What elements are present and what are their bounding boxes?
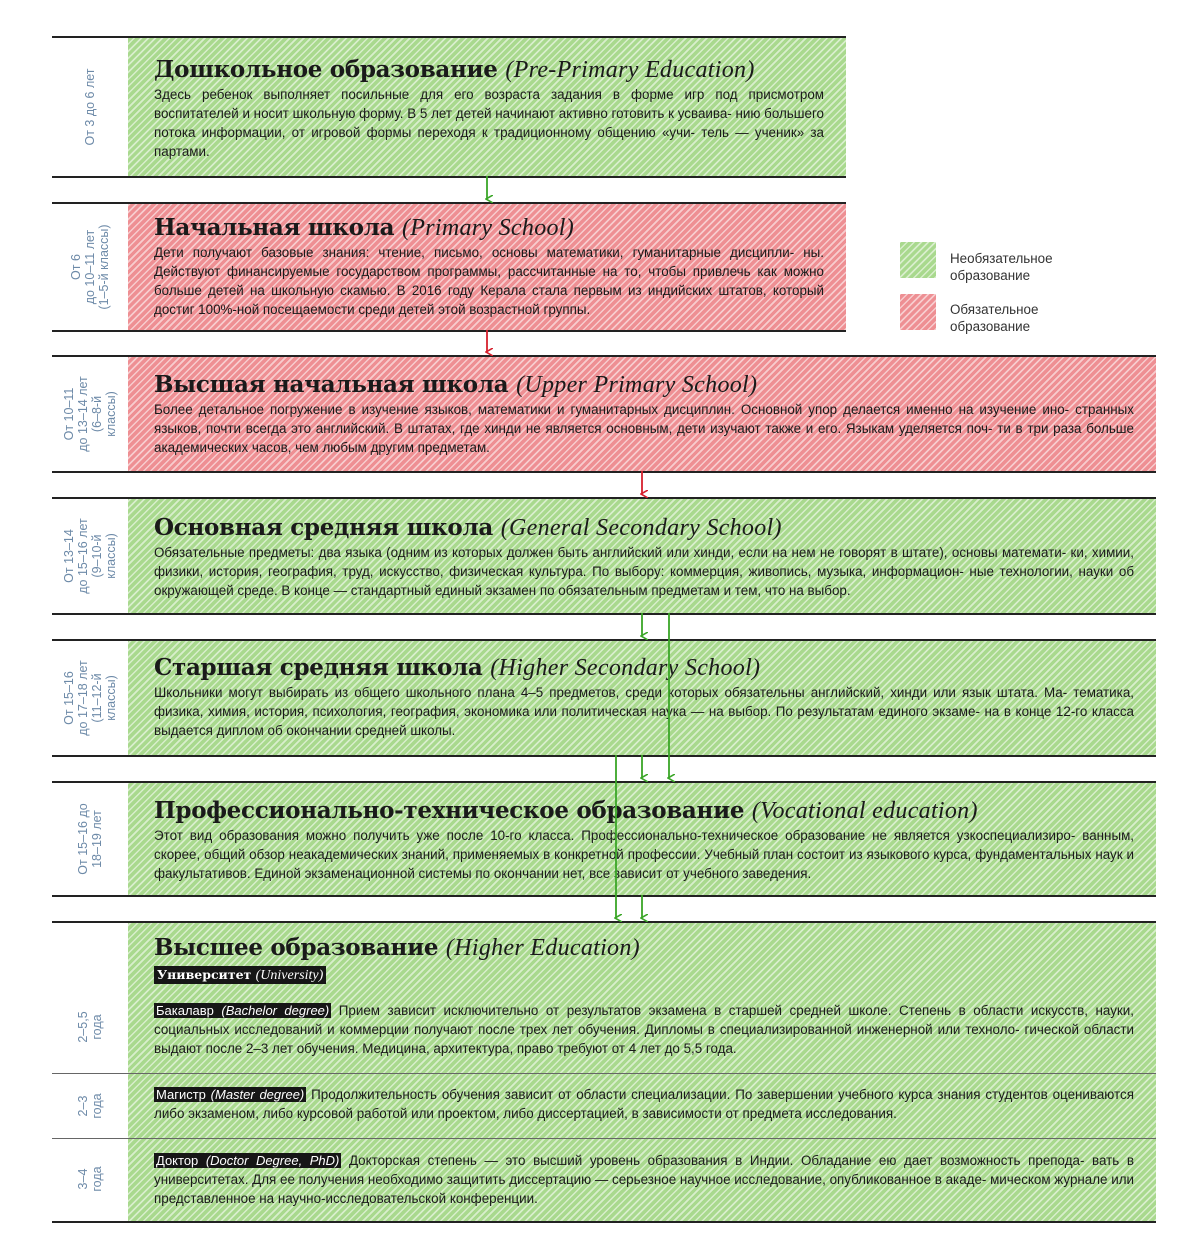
stage-description: Здесь ребенок выполняет посильные для его возраста задания в форме игр под присмотром воспитателей и носит школьную форму. В 5 лет детей начинают активно готовить к усваива- нию большего потока информации, от игровой формы переходя к традиционному общению «учи- тель — ученик» за партами. bbox=[154, 87, 824, 159]
degree-description: Докторская степень — это высший уровень образования в Индии. Обладание ею дает возможность препода- вать в университетах. Для ее получения необходимо защитить диссертацию — серьезное научное исследование, опубликованное в акаде- мическом журнале или представленное на научно-исследовательской конференции. bbox=[154, 1153, 1134, 1206]
age-label: От 3 до 6 лет bbox=[52, 38, 128, 176]
age-label: От 15–16 до 17–18 лет (11–12-й классы) bbox=[52, 641, 128, 755]
stage-description: Этот вид образования можно получить уже после 10-го класса. Профессионально-техническое образование не является узкоспециализиро- ванным, скорее, общий обзор неакадемических знаний, применяемых в конкретной профессии. Учебный план состоит из языкового курса, фундаментальных наук и факультативов. Единой экзаменационной системы по окончании нет, все зависит от учебного заведения. bbox=[154, 828, 1134, 881]
legend-mandatory-label: Обязательное образование bbox=[950, 302, 1039, 334]
age-label: 2–5,5 года bbox=[52, 980, 128, 1073]
legend-optional-label: Необязательное образование bbox=[950, 251, 1053, 283]
stage-description: Дети получают базовые знания: чтение, письмо, основы математики, гуманитарные дисципли- ны. Действуют финансируемые государством программы, рассчитанные на то, чтобы привлечь как можно больше детей на школьную скамью. В 2016 году Керала стала первым из индийских штатов, который достиг 100%-ной посещаемости среди детей этой возрастной группы. bbox=[154, 245, 824, 317]
degree-tag: Магистр (Master degree) bbox=[156, 1087, 305, 1102]
age-label: 3–4 года bbox=[52, 1139, 128, 1219]
stage-description: Обязательные предметы: два языка (одним из которых должен быть английский или хинди, если на нем не говорят в штате), основы математи- ки, химии, физики, история, география, труд, искусство, физическая культура. По выбору: коммерция, живопись, музыка, информацион- ные технологии, науки об окружающей среде. В конце — стандартный единый экзамен по обязательным предметам и тем, что на выбор. bbox=[154, 545, 1134, 598]
degree-description: Прием зависит исключительно от результатов экзамена в старшей средней школе. Степень в области искусств, науки, социальных исследований и коммерции получают после трех лет обучения. Дипломы в специализированной инженерной или техноло- гической области выдают после 2–3 лет обучения. Медицина, архитектура, право требуют от 4 лет до 5,5 года. bbox=[154, 1003, 1134, 1056]
stage-title: Высшее образование (Higher Education) bbox=[154, 934, 640, 961]
stage-title: Профессионально-техническое образование (Vocational education) bbox=[154, 797, 978, 824]
degree-tag: Бакалавр (Bachelor degree) bbox=[156, 1003, 330, 1018]
degree-description: Продолжительность обучения зависит от области специализации. По завершении учебного курса знания студентов оцениваются либо экзаменом, либо курсовой работой или проектом, либо диссертацией, в зависимости от предмета исследования. bbox=[154, 1087, 1134, 1121]
degree-tag: Доктор (Doctor Degree, PhD) bbox=[156, 1153, 340, 1168]
stage-title: Начальная школа (Primary School) bbox=[154, 214, 575, 241]
age-label: 2–3 года bbox=[52, 1074, 128, 1138]
stage-title: Основная средняя школа (General Secondary School) bbox=[154, 514, 782, 541]
age-label: От 15–16 до 18–19 лет bbox=[52, 783, 128, 895]
stage-title: Высшая начальная школа (Upper Primary School) bbox=[154, 371, 758, 398]
university-label: Университет (University) bbox=[154, 966, 326, 984]
stage-title: Старшая средняя школа (Higher Secondary School) bbox=[154, 654, 761, 681]
age-label: От 13–14 до 15–16 лет (9–10-й классы) bbox=[52, 499, 128, 613]
age-label: От 10–11 до 13–14 лет (6–8-й классы) bbox=[52, 357, 128, 471]
age-label: От 6 до 10–11 лет (1–5-й классы) bbox=[52, 204, 128, 330]
stage-description: Более детальное погружение в изучение языков, математики и гуманитарных дисциплин. Основной упор делается именно на изучение ино- странных языков, почти всегда это английский. В штатах, где хинди не является основным, дети изучают также и его. Языкам уделяется поч- ти в три раза больше академических часов, чем любым другим предметам. bbox=[154, 402, 1134, 455]
stage-title: Дошкольное образование (Pre-Primary Education) bbox=[154, 56, 755, 83]
stage-description: Школьники могут выбирать из общего школьного плана 4–5 предметов, среди которых обязательны английский, хинди или язык штата. Ма- тематика, физика, химия, история, психология, география, экономика или политическая наука — на выбор. По результатам единого экзаме- на в конце 12-го класса выдается диплом об окончании средней школы. bbox=[154, 685, 1134, 738]
